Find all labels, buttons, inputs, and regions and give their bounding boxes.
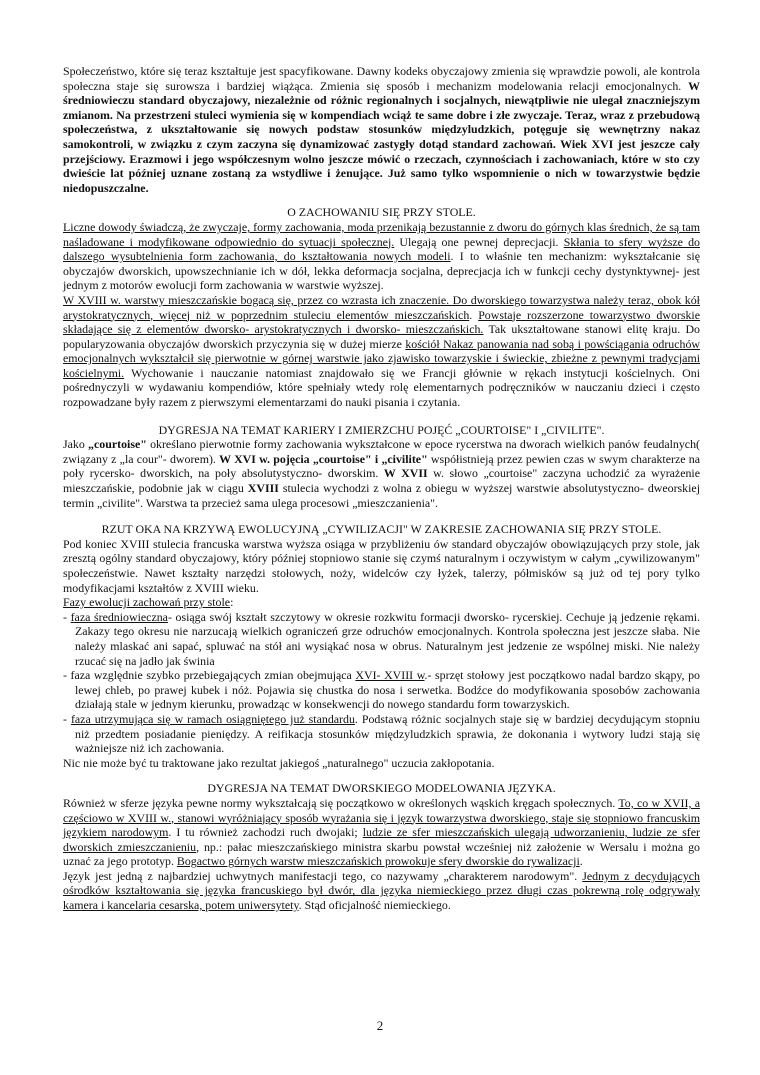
language-paragraph xyxy=(63,796,700,869)
text: współistnieją przez pewien czas w swym charakterze na poły rycersko- dworskich, na poły absolutystyczno- dworskim. xyxy=(63,451,700,481)
closing-line: Nic nie może być tu traktowane jako rezultat jakiegoś „naturalnego" uczucia zakłopotania. xyxy=(63,755,495,770)
courtoise-paragraph xyxy=(63,437,700,510)
phases-title xyxy=(63,595,700,610)
section-heading-table-manners: O ZACHOWANIU SIĘ PRZY STOLE. xyxy=(287,205,476,220)
table-manners-paragraph xyxy=(63,220,700,293)
text: Społeczeństwo, które się teraz kształtuje jest spacyfikowane. Dawny kodeks obyczajowy zmienia się wprawdzie powoli, ale kontrola społeczna staje się surowsza i bardziej wiążąca. Zmienia się sposób i mechanizm modelowania relacji emocjonalnych. xyxy=(63,64,700,93)
phases-list xyxy=(63,610,700,756)
text: Wychowanie i nauczanie natomiast znajdowało się we Francji głównie w rękach instytucji kościelnych. Oni pośrednyczyli w wydawaniu kompendiów, które spełniały wtedy rolę elementarnych podręczników w nauczaniu dzieci i często rozpowadzane były razem z pierwszymi elementarzami do nauki pisania i czytania. xyxy=(63,365,700,410)
evolution-paragraph: Pod koniec XVIII stulecia francuska warstwa wyższa osiąga w przybliżeniu ów standard obyczajów obowiązujących przy stole, jak zresztą ogólny standard obyczajowy, który później stopniowo stanie się czymś naturalnym i oczywistym w całym „cywilizowanym" społeczeństwie. Nawet kształty narzędzi stołowych, noży, widelców czy łyżek, talerzy, półmisków są już od tej pory tylko modyfikacjami kształtów z XVIII wieku. xyxy=(63,536,700,595)
underlined-text: Fazy ewolucji zachowań przy stole xyxy=(63,595,231,610)
text: . Podstawą różnic socjalnych staje się w bardziej decydującym stopniu niż przedtem posiadanie pieniędzy. A reifikacja stosunków międzyludzkich sprawia, że dokonania i wytwory ludzi stają się ważniejsze niż ich zachowania. xyxy=(75,711,700,756)
underlined-text: Jednym z decydujących ośrodków kształtowania się języka francuskiego był dwór, dla języka niemieckiego przez długi czas pokrewną rolę odgrywały kamera i kancelaria cesarska, potem uniwersytety xyxy=(63,868,701,913)
text: w. słowo „courtoise" zaczyna uchodzić za wyrażenie mieszczańskie, podobnie jak w ciągu xyxy=(63,466,701,496)
text: . xyxy=(469,307,479,322)
list-item xyxy=(63,712,700,756)
text: określano pierwotnie formy zachowania wykształcone w epoce rycerstwa na dworach wielkich panów feudalnych( związany z „la cour"- dworem). xyxy=(63,437,700,466)
text: - xyxy=(63,609,71,624)
text: Również w sferze języka pewne normy wykształcają się początkowo w określonych wąskich kręgach społecznych. xyxy=(63,795,619,810)
text: - osiąga swój kształt szczytowy w okresie rozkwitu formacji dworsko- rycerskiej. Cechuje ją jedzenie rękami. Zakazy tego okresu nie narzucają wielkich ograniczeń grze odruchów emocjonalnych. Kontrola społeczna jest jeszcze słaba. Nie należy mlaskać ani sapać, spluwać na stół ani wysiąkać nosa w obrus. Naturalnym jest jedzenie ze wspólnej miski. Nie należy rzucać się na jadło jak świnia xyxy=(75,609,700,668)
underlined-text: W XVIII w. warstwy mieszczańskie bogacą się, przez co wzrasta ich znaczenie. Do dworskiego towarzystwa należy teraz, obok kół arystokratycznych, więcej niż w poprzednim stuleciu elementów mieszczańskich xyxy=(63,292,700,322)
intro-paragraph xyxy=(63,64,700,195)
text: - xyxy=(63,711,71,726)
underlined-text: ludzie ze sfer mieszczańskich ulegają udworzanieniu, ludzie ze sfer dworskich zmieszczanieniu xyxy=(63,825,701,854)
bold-text: XVIII xyxy=(247,481,279,496)
text: , np.: pałac mieszczańskiego ministra skarbu powstał wcześniej niż założenie w Wersalu i można go uznać za jego prototyp. xyxy=(63,839,700,869)
bold-text: W XVII xyxy=(383,466,428,481)
text: . xyxy=(579,854,583,869)
text: . I tu również zachodzi ruch dwojaki; xyxy=(168,825,363,840)
bold-text: W XVI w. pojęcia „courtoise" i „civilite" xyxy=(219,451,428,466)
national-character-paragraph xyxy=(63,869,700,913)
text: Jako xyxy=(63,437,89,452)
bold-text: „courtoise" xyxy=(88,437,147,452)
bold-text: W średniowieczu standard obyczajowy, niezależnie od różnic regionalnych i socjalnych, niewątpliwie nie ulegał znaczniejszym zmianom. Na przestrzeni stuleci wymienia się w kompendiach wciąż te same dobre i złe zwyczaje. Teraz, wraz z przebudową społeczeństwa, z ukształtowanie się nowych podstaw stosunków międzyludzkich, potęguje się wewnętrzny nakaz samokontroli, w związku z czym zaczyna się dynamizować zastygły dotąd standard zachowań. Wiek XVI jest jeszcze cały przejściowy. Erazmowi i jego współczesnym wolno jeszcze mówić o rzeczach, czynnościach i zachowaniach, które w sto czy dwieście lat później uznane zostaną za wstydliwe i żenujące. Już samo tylko wspomnienie o nich w towarzystwie będzie niedopuszczalne. xyxy=(63,78,700,195)
text: .- sprzęt stołowy jest początkowo nadal bardzo skąpy, po lewej chleb, po prawej kubek i nóż. Pojawia się chustka do nosa i serwetka. Bodźce do modyfikowania sposobów zachowania działają stale w jednym kierunku, prowadząc w konsekwencji do nowego standardu form towarzyskich. xyxy=(75,668,700,712)
text: . Stąd oficjalność niemieckiego. xyxy=(298,898,451,913)
page-number: 2 xyxy=(376,1018,384,1033)
text: Ulegają one pewnej deprecjacji. xyxy=(394,234,564,249)
section-heading-evolution-curve: RZUT OKA NA KRZYWĄ EWOLUCYJNĄ „CYWILIZACJI" W ZAKRESIE ZACHOWANIA SIĘ PRZY STOLE. xyxy=(101,522,662,537)
section-heading-language-modeling: DYGRESJA NA TEMAT DWORSKIEGO MODELOWANIA JĘZYKA. xyxy=(207,781,556,796)
underlined-text: Bogactwo górnych warstw mieszczańskich prowokuje sfery dworskie do rywalizacji xyxy=(176,854,580,869)
text: - faza względnie szybko przebiegających zmian obejmująca xyxy=(63,668,356,683)
underlined-text: faza średniowieczna xyxy=(70,609,168,624)
underlined-text: Powstaje rozszerzone towarzystwo dworskie składające się z elementów dworsko- arystokratycznych i dworsko- mieszczańskich. xyxy=(63,307,701,337)
list-item xyxy=(63,668,700,712)
section-heading-courtoise-civilite: DYGRESJA NA TEMAT KARIERY I ZMIERZCHU POJĘĆ „COURTOISE" I „CIVILITE". xyxy=(158,422,605,437)
text: stulecia wychodzi z wolna z obiegu w wyższej warstwie absolutystyczno- dweorskiej termin „civilite". Warstwa ta przecież sama ulega procesowi „mieszczanienia". xyxy=(63,481,700,510)
underlined-text: faza utrzymująca się w ramach osiągniętego już standardu xyxy=(70,711,355,726)
text: Język jest jedną z najbardziej uchwytnych manifestacji tego, co nazywamy „charakterem narodowym". xyxy=(63,868,583,883)
document-page xyxy=(63,64,700,913)
eighteenth-century-paragraph xyxy=(63,293,700,410)
underlined-text: XVI- XVIII w xyxy=(355,668,425,683)
underlined-text: kościół Nakaz panowania nad sobą i powściągania odruchów emocjonalnych wykształcił się pierwotnie w górnej warstwie jako zjawisko towarzyskie i świeckie, zbieżne z pewnymi tradycjami kościelnymi. xyxy=(63,336,701,380)
text: . I to właśnie ten mechanizm: wykształcanie się obyczajów dworskich, upowszechnianie ich w dół, lekka deformacja socjalna, deprecjacja ich w funkcji cechy dystynktywnej- jest jednym z motorów ewolucji form zachowania w warstwie wyższej. xyxy=(63,249,700,293)
text: : xyxy=(230,595,234,610)
underlined-text: Skłania to sfery wyższe do dalszego wysubtelnienia form zachowania, do kształtowania nowych modeli xyxy=(63,234,700,264)
list-item xyxy=(63,610,700,668)
underlined-text: Liczne dowody świadczą, że zwyczaje, formy zachowania, moda przenikają bezustannie z dworu do górnych klas średnich, że są tam naśladowane i modyfikowane odpowiednio do sytuacji społecznej. xyxy=(63,219,700,249)
underlined-text: To, co w XVII, a częściowo w XVIII w., stanowi wyróżniający sposób wyrażania się i język towarzystwa dworskiego, staje się stopniowo francuskim językiem narodowym xyxy=(63,795,701,840)
text: Tak ukształtowane stanowi elitę kraju. Do popularyzowania obyczajów dworskich przyczynia się w dużej mierze xyxy=(63,322,700,351)
